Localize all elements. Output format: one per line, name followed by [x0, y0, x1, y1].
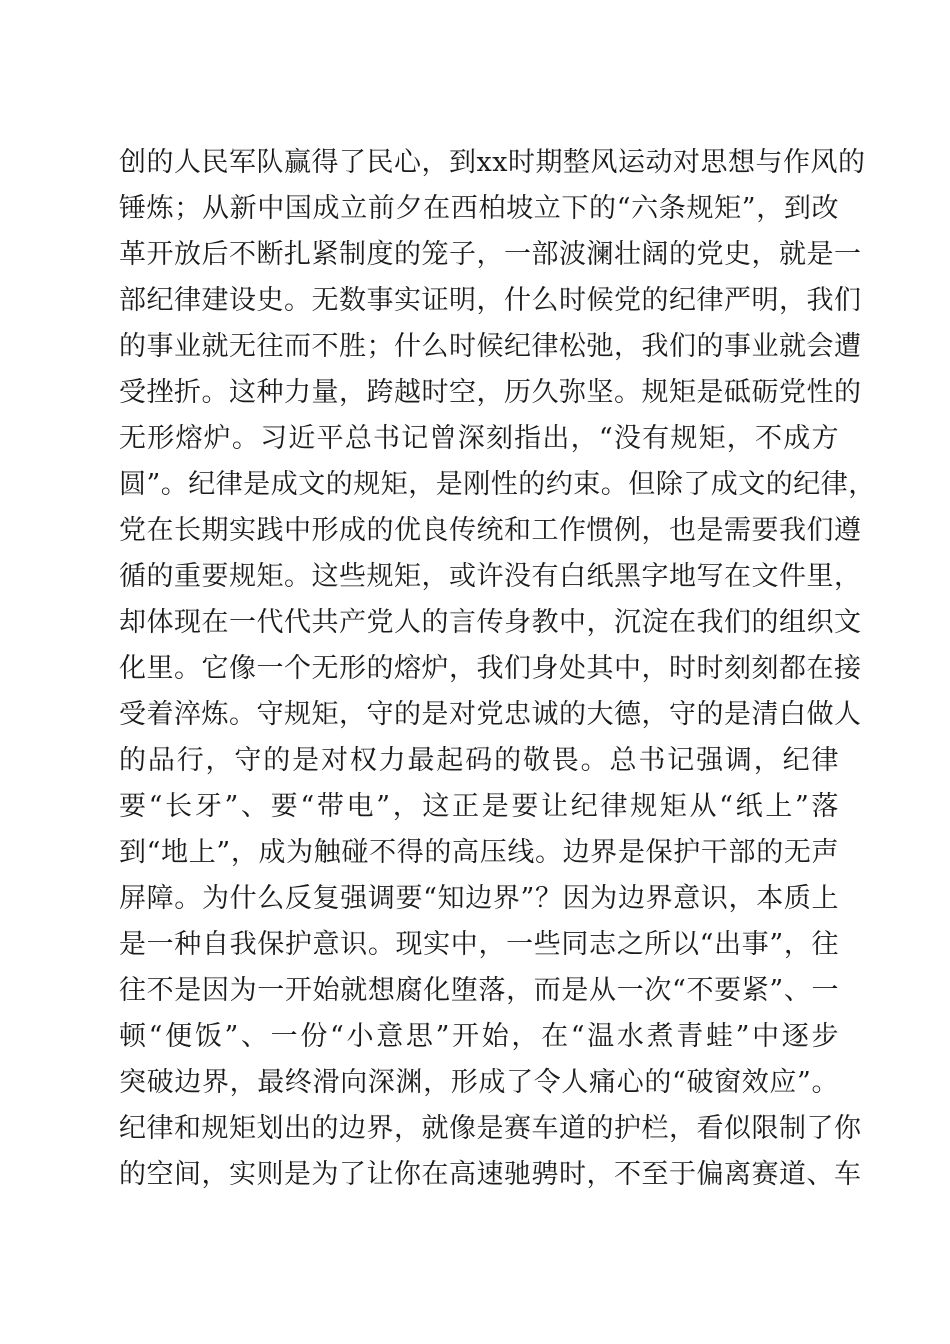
text-line-22: 纪律和规矩划出的边界，就像是赛车道的护栏，看似限制了你	[119, 1113, 862, 1144]
text-line-4: 部纪律建设史。无数事实证明，什么时候党的纪律严明，我们	[119, 285, 862, 316]
text-line-18: 是一种自我保护意识。现实中，一些同志之所以“出事”，往	[119, 929, 839, 960]
text-line-13: 受着淬炼。守规矩，守的是对党忠诚的大德，守的是清白做人	[119, 699, 862, 730]
text-line-16: 到“地上”，成为触碰不得的高压线。边界是保护干部的无声	[119, 837, 839, 868]
text-line-17: 屏障。为什么反复强调要“知边界”？因为边界意识，本质上	[119, 883, 839, 914]
text-line-7: 无形熔炉。习近平总书记曾深刻指出，“没有规矩，不成方	[119, 423, 839, 454]
text-line-3: 革开放后不断扎紧制度的笼子，一部波澜壮阔的党史，就是一	[119, 239, 862, 270]
text-line-5: 的事业就无往而不胜；什么时候纪律松弛，我们的事业就会遭	[119, 331, 862, 362]
text-line-15: 要“长牙”、要“带电”，这正是要让纪律规矩从“纸上”落	[119, 791, 839, 822]
text-line-8: 圆”。纪律是成文的规矩，是刚性的约束。但除了成文的纪律，	[119, 469, 876, 500]
body-paragraph	[119, 140, 876, 1198]
text-line-1: 创的人民军队赢得了民心，到xx时期整风运动对思想与作风的	[119, 147, 866, 178]
text-line-12: 化里。它像一个无形的熔炉，我们身处其中，时时刻刻都在接	[119, 653, 862, 684]
text-line-9: 党在长期实践中形成的优良传统和工作惯例，也是需要我们遵	[119, 515, 862, 546]
text-line-21: 突破边界，最终滑向深渊，形成了令人痛心的“破窗效应”。	[119, 1067, 839, 1098]
text-line-20: 顿“便饭”、一份“小意思”开始，在“温水煮青蛙”中逐步	[119, 1021, 839, 1052]
text-line-11: 却体现在一代代共产党人的言传身教中，沉淀在我们的组织文	[119, 607, 862, 638]
text-line-23: 的空间，实则是为了让你在高速驰骋时，不至于偏离赛道、车	[119, 1159, 862, 1190]
text-line-19: 往不是因为一开始就想腐化堕落，而是从一次“不要紧”、一	[119, 975, 839, 1006]
text-line-14: 的品行，守的是对权力最起码的敬畏。总书记强调，纪律	[119, 745, 839, 776]
text-line-6: 受挫折。这种力量，跨越时空，历久弥坚。规矩是砥砺党性的	[119, 377, 862, 408]
text-line-10: 循的重要规矩。这些规矩，或许没有白纸黑字地写在文件里，	[119, 561, 862, 592]
text-line-2: 锤炼；从新中国成立前夕在西柏坡立下的“六条规矩”，到改	[119, 193, 839, 224]
